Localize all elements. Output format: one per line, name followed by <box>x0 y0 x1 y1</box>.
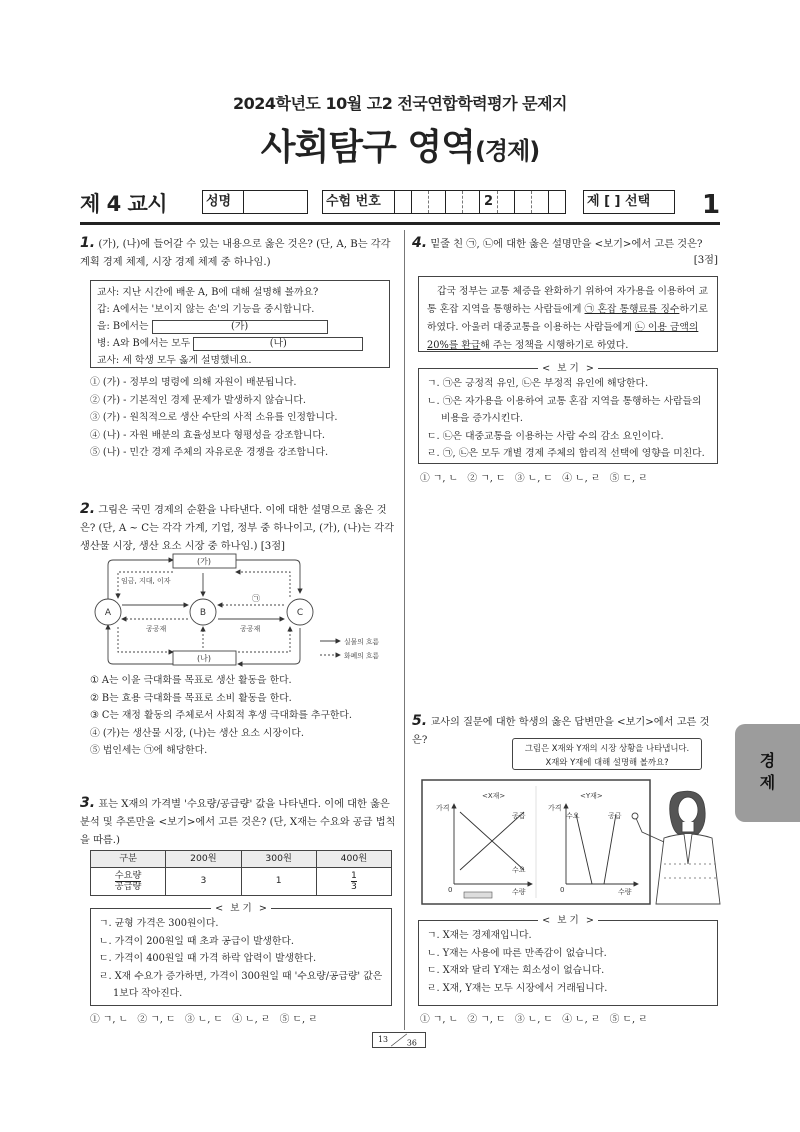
label-wage: 임금, 지대, 이자 <box>121 577 171 585</box>
bogi-item: ㄷ. X재와 달리 Y재는 희소성이 없습니다. <box>427 965 605 976</box>
economy-circulation-diagram <box>88 553 398 671</box>
digit-cell <box>395 191 412 213</box>
table-header: 400원 <box>316 851 391 868</box>
question-3 <box>80 794 396 850</box>
exam-period: 제 4 교시 <box>80 192 168 216</box>
underline-2: ㉡ 이용 금액의 20%를 환급 <box>427 322 699 351</box>
q2-number: 2. <box>80 501 96 517</box>
bogi-item: ㄷ. 가격이 400원일 때 가격 하락 압력이 발생한다. <box>99 953 317 964</box>
select-box[interactable]: 제 [ ] 선택 <box>583 190 675 214</box>
legend-real: 실물의 흐름 <box>344 638 379 646</box>
q5-text: 교사의 질문에 대한 학생의 옳은 답변만을 <보기>에서 고른 것은? <box>412 717 710 746</box>
label-na: (나) <box>197 654 211 663</box>
q1-line-5: 교사: 세 학생 모두 옳게 설명했네요. <box>97 355 252 366</box>
x-qty-label: 수량 <box>512 888 526 896</box>
q1-line-1: 교사: 지난 시간에 배운 A, B에 대해 설명해 볼까요? <box>97 287 319 298</box>
exam-number-cells <box>395 191 565 213</box>
digit-cell <box>463 191 480 213</box>
table-cell: 3 <box>166 868 241 896</box>
bogi-item: ㄱ. X재는 경제재입니다. <box>427 930 532 941</box>
table-cell: $\frac{1}{3}$ <box>316 868 391 896</box>
q4-bogi-box <box>418 363 718 464</box>
y-demand-label: 수요 <box>566 812 580 820</box>
blank-na: (나) <box>193 337 363 351</box>
name-box[interactable] <box>202 190 308 214</box>
subject-side-tab: 경 제 <box>735 724 800 822</box>
digit-cell <box>549 191 565 213</box>
digit-cell <box>532 191 549 213</box>
graph-y-title: <Y재> <box>580 792 603 800</box>
page-current: 13 <box>378 1034 389 1044</box>
label-circle1: ㉠ <box>252 594 260 603</box>
q4-text: 밑줄 친 ㉠, ㉡에 대한 옳은 설명만을 <보기>에서 고른 것은? <box>430 239 703 250</box>
digit-cell <box>412 191 429 213</box>
name-label: 성명 <box>206 191 244 213</box>
q1-text: (가), (나)에 들어갈 수 있는 내용으로 옳은 것은? (단, A, B는 각각 계획 경제 체제, 시장 경제 체제 중 하나임.) <box>80 239 391 268</box>
digit-cell <box>429 191 446 213</box>
header-rule <box>80 222 720 225</box>
bogi-title: < 보 기 > <box>419 912 717 930</box>
bogi-item: ㄹ. ㉠, ㉡은 모두 개별 경제 주체의 합리적 선택에 영향을 미친다. <box>427 448 705 459</box>
label-a: A <box>104 608 112 618</box>
bogi-item: ㄴ. 가격이 200원일 때 초과 공급이 발생한다. <box>99 935 295 947</box>
digit-cell <box>446 191 463 213</box>
label-public-2: 공공재 <box>240 625 261 633</box>
q3-text: 표는 X재의 가격별 '수요량/공급량' 값을 나타낸다. 이에 대한 옳은 분석 및 추론만을 <보기>에서 고른 것은? (단, X재는 수요와 공급 법칙을 따름.) <box>80 799 396 846</box>
exam-title <box>0 120 800 176</box>
eraser-icon <box>464 892 492 898</box>
legend-money: 화폐의 흐름 <box>344 652 379 660</box>
table-header: 200원 <box>166 851 241 868</box>
q2-choices <box>90 672 400 760</box>
graph-x-title: <X재> <box>482 792 506 800</box>
q3-bogi-box <box>90 903 392 1006</box>
q1-line-3: 을: B에서는 (가) <box>97 318 383 335</box>
bogi-title: < 보 기 > <box>91 900 391 918</box>
bogi-item: ㄹ. X재 수요가 증가하면, 가격이 300원일 때 '수요량/공급량' 값은 1보다 작아진다. <box>99 970 383 999</box>
question-4 <box>412 234 712 254</box>
page-counter <box>372 1032 426 1048</box>
q1-line-4: 병: A와 B에서는 모두 (나) <box>97 335 383 352</box>
x-demand-label: 수요 <box>512 866 526 874</box>
question-1 <box>80 234 396 272</box>
page-number: 1 <box>702 190 721 220</box>
choice-item[interactable]: ⑤ (나) - 민간 경제 주체의 자유로운 경쟁을 강조합니다. <box>90 447 329 458</box>
underline-1: ㉠ 혼잡 통행료를 징수 <box>584 304 680 315</box>
choice-item[interactable]: ① A는 이윤 극대화를 목표로 생산 활동을 한다. <box>90 675 292 686</box>
q1-line-2: 갑: A에서는 '보이지 않는 손'의 기능을 중시합니다. <box>97 304 315 315</box>
q4-points: [3점] <box>693 255 718 266</box>
table-cell: 1 <box>241 868 316 896</box>
q1-choices <box>90 374 400 462</box>
y-supply-label: 공급 <box>608 812 622 820</box>
choice-item[interactable]: ② (가) - 기본적인 경제 문제가 발생하지 않습니다. <box>90 394 307 406</box>
label-b: B <box>199 608 207 618</box>
page-total: 36 <box>406 1038 417 1048</box>
label-ga: (가) <box>197 557 211 566</box>
q5-choices[interactable]: ① ㄱ, ㄴ ② ㄱ, ㄷ ③ ㄴ, ㄷ ④ ㄴ, ㄹ ⑤ ㄷ, ㄹ <box>420 1014 648 1025</box>
label-c: C <box>296 608 304 618</box>
bogi-item: ㄴ. Y재는 사용에 따른 만족감이 없습니다. <box>427 947 607 959</box>
choice-item[interactable]: ④ (가)는 생산물 시장, (나)는 생산 요소 시장이다. <box>90 727 304 739</box>
table-row-label: $\frac{\text{수요량}}{\text{공급량}}$ <box>91 868 166 896</box>
choice-item[interactable]: ④ (나) - 자원 배분의 효율성보다 형평성을 강조합니다. <box>90 429 325 441</box>
question-2 <box>80 500 396 556</box>
bogi-title: < 보 기 > <box>419 360 717 378</box>
column-divider <box>404 230 405 1030</box>
choice-item[interactable]: ③ (가) - 원칙적으로 생산 수단의 사적 소유를 인정합니다. <box>90 412 338 423</box>
choice-item[interactable]: ① (가) - 정부의 명령에 의해 자원이 배분됩니다. <box>90 377 297 388</box>
y-qty-label: 수량 <box>618 888 632 896</box>
choice-item[interactable]: ③ C는 재정 활동의 주체로서 사회적 후생 극대화를 추구한다. <box>90 710 352 721</box>
title-paren: (경제) <box>474 137 540 165</box>
q5-number: 5. <box>412 713 428 729</box>
q4-number: 4. <box>412 235 428 251</box>
digit-cell: 2 <box>480 191 497 213</box>
q3-choices[interactable]: ① ㄱ, ㄴ ② ㄱ, ㄷ ③ ㄴ, ㄷ ④ ㄴ, ㄹ ⑤ ㄷ, ㄹ <box>90 1014 318 1025</box>
q4-passage-box: 갑국 정부는 교통 체증을 완화하기 위하여 자가용을 이용하여 교통 혼잡 지역을 통행하는 사람들에게 ㉠ 혼잡 통행료를 징수하기로 하였다. 아울러 대중교통을 이용하는 사람들에게 ㉡ 이용 금액의 20%를 환급해 주는 정책을 시행하기로 하였다. <box>418 276 718 352</box>
q1-number: 1. <box>80 235 96 251</box>
exam-number-box[interactable] <box>322 190 566 214</box>
digit-cell <box>515 191 532 213</box>
q2-text: 그림은 국민 경제의 순환을 나타낸다. 이에 대한 설명으로 옳은 것은? (단, A ~ C는 각각 가계, 기업, 정부 중 하나이고, (가), (나)는 각각 생산물 시장, 생산 요소 시장 중 하나임.) [3점] <box>80 505 394 552</box>
q5-board-illustration <box>420 774 730 914</box>
label-public-1: 공공재 <box>146 625 167 633</box>
exam-subtitle: 2024학년도 10월 고2 전국연합학력평가 문제지 <box>232 94 567 113</box>
bogi-item: ㄱ. 균형 가격은 300원이다. <box>99 918 219 929</box>
y-price-label: 가격 <box>548 804 562 812</box>
y-origin: 0 <box>560 886 565 894</box>
blank-ga: (가) <box>152 320 328 334</box>
x-origin: 0 <box>448 886 453 894</box>
q4-choices[interactable]: ① ㄱ, ㄴ ② ㄱ, ㄷ ③ ㄴ, ㄷ ④ ㄴ, ㄹ ⑤ ㄷ, ㄹ <box>420 473 648 484</box>
q3-number: 3. <box>80 795 96 811</box>
q5-bogi-box <box>418 915 718 1006</box>
q1-dialogue-box <box>90 280 390 368</box>
digit-cell <box>498 191 515 213</box>
q3-table <box>90 850 392 896</box>
x-price-label: 가격 <box>436 804 450 812</box>
bogi-item: ㄴ. ㉠은 자가용을 이용하여 교통 혼잡 지역을 통행하는 사람들의 비용을 증가시킨다. <box>427 395 702 424</box>
choice-item[interactable]: ⑤ 법인세는 ㉠에 해당한다. <box>90 745 208 756</box>
choice-item[interactable]: ② B는 효용 극대화를 목표로 소비 활동을 한다. <box>90 692 292 704</box>
bogi-item: ㄷ. ㉡은 대중교통을 이용하는 사람 수의 감소 요인이다. <box>427 430 664 442</box>
table-header: 구분 <box>91 851 166 868</box>
bogi-item: ㄹ. X재, Y재는 모두 시장에서 거래됩니다. <box>427 982 608 994</box>
table-header: 300원 <box>241 851 316 868</box>
title-main: 사회탐구 영역 <box>260 127 475 168</box>
bogi-item: ㄱ. ㉠은 긍정적 유인, ㉡은 부정적 유인에 해당한다. <box>427 378 649 389</box>
exam-number-label: 수험 번호 <box>323 191 395 213</box>
x-supply-label: 공급 <box>512 812 526 820</box>
teacher-speech-bubble: 그림은 X재와 Y재의 시장 상황을 나타냅니다. X재와 Y재에 대해 설명해 볼까요? <box>512 738 702 770</box>
